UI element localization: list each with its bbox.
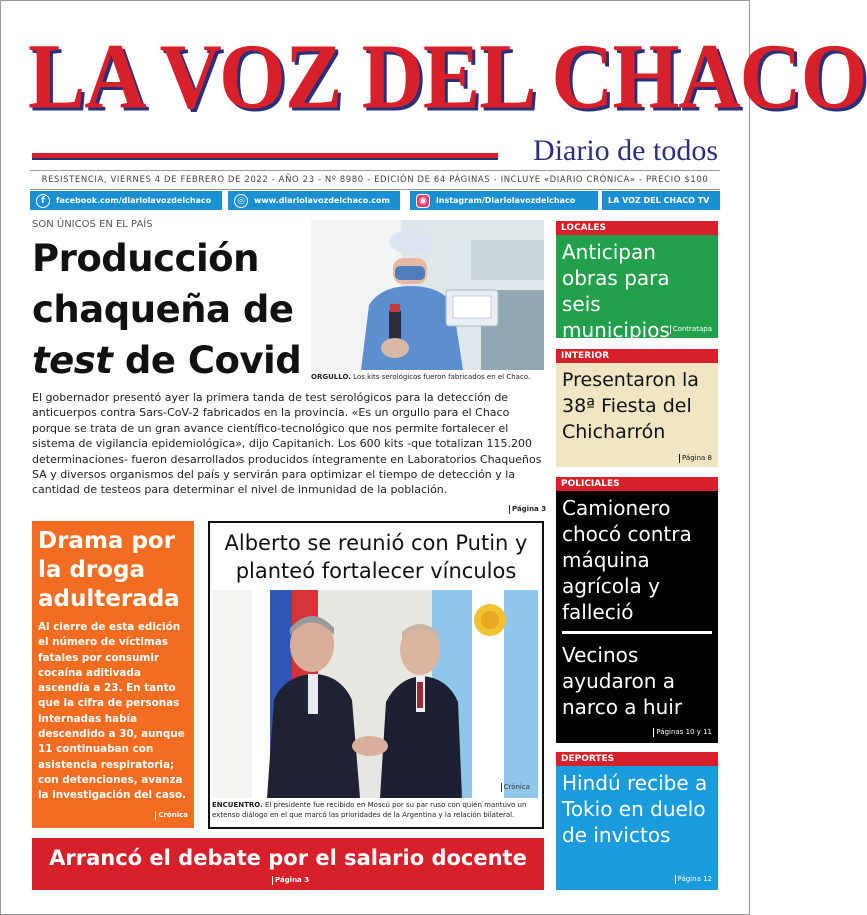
section-deportes-label: DEPORTES: [556, 752, 718, 766]
interior-headline: Presentaron la 38ª Fiesta del Chicharrón: [562, 369, 699, 443]
putin-photo-credit: Crónica: [501, 783, 530, 792]
drama-headline: Drama por la droga adulterada: [38, 528, 180, 612]
section-locales-label: LOCALES: [556, 221, 718, 235]
masthead-rule: [32, 153, 498, 160]
main-kicker: SON ÚNICOS EN EL PAÍS: [32, 219, 153, 230]
docente-box[interactable]: [32, 838, 544, 890]
drama-ref: Crónica: [155, 811, 188, 820]
locales-ref: Contratapa: [670, 325, 712, 334]
masthead-title: LA VOZ DEL CHACO: [28, 24, 867, 128]
drama-box[interactable]: [32, 521, 194, 828]
policiales-divider: [562, 631, 712, 634]
putin-caption: [212, 800, 538, 820]
photo-covid-test-illustration: [311, 220, 544, 370]
dateline: RESISTENCIA, VIERNES 4 DE FEBRERO DE 2022 - AÑO 23 - Nº 8980 - EDICIÓN DE 64 PÁGINAS - INCLUYE «DIARIO CRÓNICA» - PRECIO $100: [30, 170, 720, 190]
putin-caption-text: El presidente fue recibido en Moscú por su par ruso con quien mantuvo un extenso diálogo en el que marcó las prioridades de la Argentina y la relación bilateral.: [212, 801, 527, 819]
main-page-ref[interactable]: Página 3: [509, 505, 546, 514]
policiales-headline-1: Camionero chocó contra máquina agrícola y falleció: [562, 496, 692, 624]
docente-headline: Arrancó el debate por el salario docente: [49, 846, 527, 870]
main-headline-rest: de Covid: [112, 339, 302, 382]
locales-box[interactable]: [556, 235, 718, 342]
caption-label: ORGULLO.: [311, 373, 351, 381]
locales-headline: Anticipan obras para seis municipios: [562, 240, 670, 342]
main-headline-italic: test: [32, 339, 113, 382]
deportes-headline: Hindú recibe a Tokio en duelo de invictos: [562, 771, 708, 847]
main-body: El gobernador presentó ayer la primera tanda de test serológicos para la detección de anticuerpos contra Sars-CoV-2 fabricados en la provincia. «Es un orgullo para el Chaco porque se trata de un gran avance científico-tecnológico que nos permite fortalecer el sistema de vigilancia epidemiológica», dijo Capitanich. Los 600 kits -que totalizan 115.200 determinaciones- fueron desarrollados producidos íntegramente en Laboratorios Chaqueños SA y diversos organismos del país y servirán para optimizar el tiempo de detección y la cantidad de testeos para determinar el nivel de inmunidad de la población.: [32, 391, 542, 497]
interior-box[interactable]: [556, 363, 718, 467]
caption-text: Los kits serológicos fueron fabricados en el Chaco.: [350, 373, 531, 381]
main-headline-line1: Producción: [32, 237, 259, 280]
social-tv[interactable]: [602, 191, 720, 210]
deportes-box[interactable]: [556, 766, 718, 890]
drama-body: Al cierre de esta edición el número de víctimas fatales por consumir cocaína aditivada ascendía a 23. En tanto que la cifra de personas internadas había descendido a 30, aunque 11 continuaban con asistencia respiratoria; con detenciones, avanza la investigación del caso.: [38, 621, 187, 802]
globe-icon: ◎: [234, 194, 248, 208]
main-headline[interactable]: [32, 233, 304, 386]
web-label: www.diariolavozdelchaco.com: [254, 196, 390, 205]
policiales-ref: Páginas 10 y 11: [653, 728, 712, 737]
section-interior-label: INTERIOR: [556, 349, 718, 363]
instagram-label: instagram/Diariolavozdelchaco: [436, 196, 576, 205]
putin-box[interactable]: [208, 521, 544, 829]
facebook-icon: f: [36, 194, 50, 208]
facebook-label: facebook.com/diariolavozdelchaco: [56, 196, 212, 205]
instagram-icon: ◉: [416, 194, 430, 208]
putin-caption-label: ENCUENTRO.: [212, 801, 263, 809]
deportes-ref: Página 12: [675, 875, 712, 884]
photo-putin-illustration: [212, 590, 538, 798]
main-headline-line2: chaqueña de: [32, 288, 294, 331]
main-headline-line3: [32, 335, 304, 386]
photo-covid-test: [311, 220, 544, 370]
social-facebook[interactable]: [30, 191, 222, 210]
tv-label: LA VOZ DEL CHACO TV: [608, 196, 710, 205]
photo-covid-caption: [311, 372, 544, 382]
putin-headline: Alberto se reunió con Putin y planteó fortalecer vínculos: [224, 531, 528, 583]
social-instagram[interactable]: [410, 191, 598, 210]
interior-ref: Página 8: [679, 454, 712, 463]
docente-ref: Página 3: [272, 876, 309, 885]
photo-putin: [212, 590, 538, 798]
policiales-box[interactable]: [556, 491, 718, 743]
social-web[interactable]: [228, 191, 400, 210]
masthead-tagline: Diario de todos: [533, 134, 718, 167]
policiales-headline-2: Vecinos ayudaron a narco a huir: [562, 643, 683, 719]
section-policiales-label: POLICIALES: [556, 477, 718, 491]
